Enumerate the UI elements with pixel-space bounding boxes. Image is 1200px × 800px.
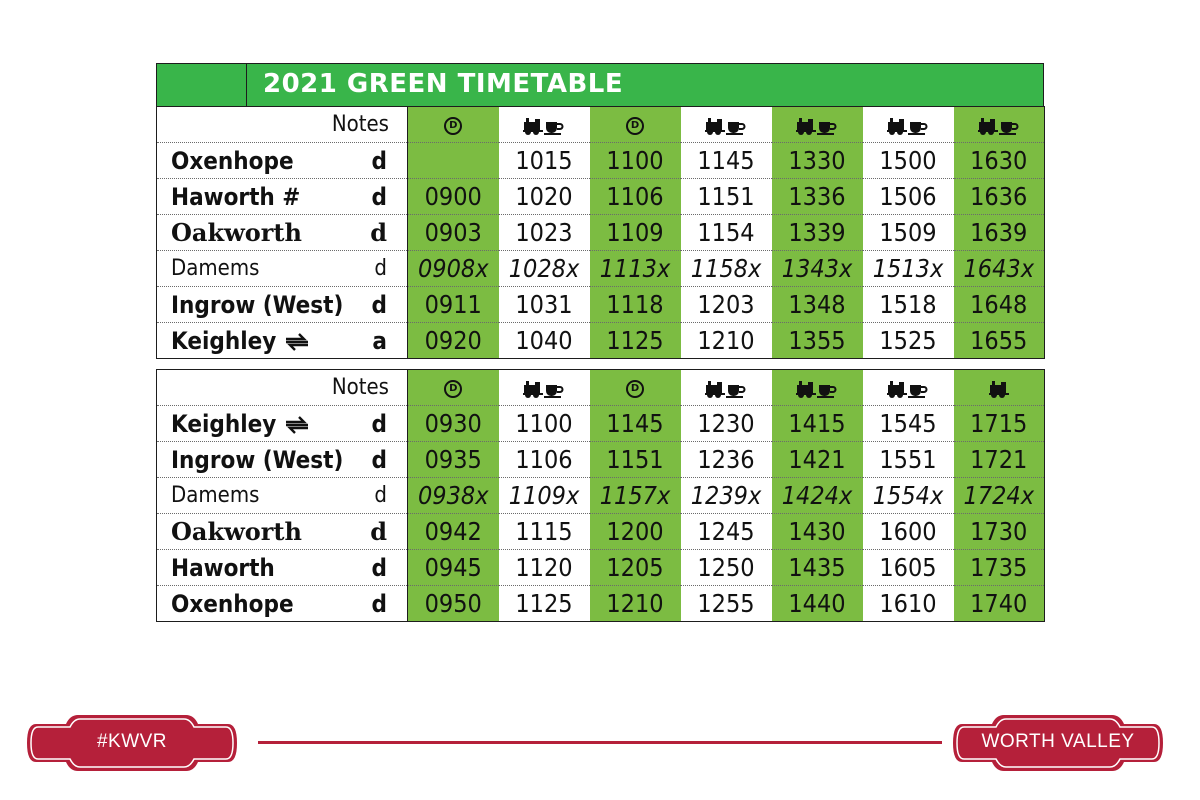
time-cell: 1648	[954, 287, 1045, 323]
time-cell: 0942	[408, 514, 499, 550]
time-cell: 1115	[499, 514, 590, 550]
return-timetable	[156, 369, 1045, 622]
time-cell: 1610	[863, 586, 954, 622]
station-name: Oxenhope	[171, 589, 294, 618]
time-cell: 1157x	[590, 478, 681, 514]
table-row	[157, 478, 1045, 514]
time-cell: 1100	[590, 143, 681, 179]
time-cell: 1020	[499, 179, 590, 215]
time-cell: 1239x	[681, 478, 772, 514]
national-rail-icon	[284, 333, 310, 351]
outbound-timetable	[156, 106, 1045, 359]
station-cell	[157, 406, 408, 442]
time-cell: 1200	[590, 514, 681, 550]
time-cell: 1109	[590, 215, 681, 251]
time-cell: 1113x	[590, 251, 681, 287]
station-cell	[157, 514, 408, 550]
arr-dep-indicator: a	[372, 326, 387, 355]
time-cell: 1551	[863, 442, 954, 478]
time-cell: 0935	[408, 442, 499, 478]
train-cafe-icon	[863, 107, 954, 143]
time-cell: 0938x	[408, 478, 499, 514]
train-cafe-icon	[863, 370, 954, 406]
footer-divider-line	[258, 741, 942, 744]
time-cell: 1205	[590, 550, 681, 586]
arr-dep-indicator: d	[371, 553, 387, 582]
station-name: Keighley	[171, 410, 310, 438]
station-name: Ingrow (West)	[171, 290, 344, 319]
time-cell: 1639	[954, 215, 1045, 251]
worth-valley-badge	[950, 712, 1166, 774]
time-cell: 1015	[499, 143, 590, 179]
time-cell: 1643x	[954, 251, 1045, 287]
time-cell: 1636	[954, 179, 1045, 215]
time-cell: 1330	[772, 143, 863, 179]
station-cell	[157, 478, 408, 514]
time-cell: 1421	[772, 442, 863, 478]
outbound-notes-row	[157, 107, 1045, 143]
train-cafe-icon	[681, 370, 772, 406]
time-cell: 1145	[590, 406, 681, 442]
time-cell: 1525	[863, 323, 954, 359]
station-name: Damems	[171, 483, 260, 508]
table-row	[157, 514, 1045, 550]
station-name: Oakworth	[171, 218, 302, 247]
time-cell: 1031	[499, 287, 590, 323]
time-cell: 1740	[954, 586, 1045, 622]
station-name: Ingrow (West)	[171, 445, 344, 474]
inbound-notes-row	[157, 370, 1045, 406]
arr-dep-indicator: d	[370, 218, 387, 247]
time-cell: 1040	[499, 323, 590, 359]
time-cell: 1125	[590, 323, 681, 359]
time-cell: 1735	[954, 550, 1045, 586]
time-cell: 1339	[772, 215, 863, 251]
arr-dep-indicator: d	[374, 483, 387, 508]
time-cell: 1655	[954, 323, 1045, 359]
time-cell: 1440	[772, 586, 863, 622]
table-row	[157, 287, 1045, 323]
worth-valley-label: WORTH VALLEY	[981, 731, 1135, 752]
time-cell: 0930	[408, 406, 499, 442]
time-cell: 1109x	[499, 478, 590, 514]
time-cell: 0920	[408, 323, 499, 359]
train-cafe-icon	[681, 107, 772, 143]
time-cell: 0903	[408, 215, 499, 251]
time-cell: 1424x	[772, 478, 863, 514]
table-row	[157, 251, 1045, 287]
train-cafe-icon	[499, 107, 590, 143]
time-cell: 1545	[863, 406, 954, 442]
notes-label: Notes	[157, 107, 408, 143]
time-cell: 1255	[681, 586, 772, 622]
station-cell	[157, 586, 408, 622]
D-icon: D	[590, 107, 681, 143]
time-cell: 0950	[408, 586, 499, 622]
train-cafe-icon	[499, 370, 590, 406]
time-cell: 1250	[681, 550, 772, 586]
table-row	[157, 143, 1045, 179]
time-cell: 1154	[681, 215, 772, 251]
station-cell	[157, 215, 408, 251]
station-cell	[157, 442, 408, 478]
time-cell: 1605	[863, 550, 954, 586]
station-cell	[157, 287, 408, 323]
station-name: Oakworth	[171, 517, 302, 546]
time-cell: 1509	[863, 215, 954, 251]
station-cell	[157, 143, 408, 179]
time-cell	[408, 143, 499, 179]
time-cell: 1721	[954, 442, 1045, 478]
time-cell: 1203	[681, 287, 772, 323]
station-cell	[157, 251, 408, 287]
D-icon: D	[408, 370, 499, 406]
time-cell: 1500	[863, 143, 954, 179]
time-cell: 1023	[499, 215, 590, 251]
station-cell	[157, 323, 408, 359]
time-cell: 1158x	[681, 251, 772, 287]
time-cell: 1600	[863, 514, 954, 550]
time-cell: 1715	[954, 406, 1045, 442]
train-cafe-icon	[772, 107, 863, 143]
time-cell: 1236	[681, 442, 772, 478]
time-cell: 0911	[408, 287, 499, 323]
arr-dep-indicator: d	[371, 445, 387, 474]
hashtag-badge	[24, 712, 240, 774]
station-name: Haworth	[171, 553, 275, 582]
hashtag-label: #KWVR	[96, 731, 168, 752]
station-name: Damems	[171, 256, 260, 281]
D-icon: D	[408, 107, 499, 143]
time-cell: 1106	[499, 442, 590, 478]
time-cell: 1554x	[863, 478, 954, 514]
table-row	[157, 586, 1045, 622]
time-cell: 1435	[772, 550, 863, 586]
time-cell: 0900	[408, 179, 499, 215]
time-cell: 1630	[954, 143, 1045, 179]
time-cell: 0908x	[408, 251, 499, 287]
station-cell	[157, 550, 408, 586]
arr-dep-indicator: d	[371, 290, 387, 319]
D-icon: D	[590, 370, 681, 406]
time-cell: 1210	[681, 323, 772, 359]
time-cell: 1151	[590, 442, 681, 478]
train-icon	[954, 370, 1045, 406]
arr-dep-indicator: d	[370, 517, 387, 546]
station-name: Keighley	[171, 327, 310, 355]
time-cell: 1343x	[772, 251, 863, 287]
station-cell	[157, 179, 408, 215]
time-cell: 1348	[772, 287, 863, 323]
arr-dep-indicator: d	[371, 182, 387, 211]
table-row	[157, 215, 1045, 251]
table-row	[157, 442, 1045, 478]
table-row	[157, 550, 1045, 586]
station-name: Oxenhope	[171, 146, 294, 175]
time-cell: 1145	[681, 143, 772, 179]
time-cell: 1355	[772, 323, 863, 359]
time-cell: 1210	[590, 586, 681, 622]
arr-dep-indicator: d	[371, 409, 387, 438]
time-cell: 1513x	[863, 251, 954, 287]
train-cafe-icon	[954, 107, 1045, 143]
time-cell: 1120	[499, 550, 590, 586]
time-cell: 1028x	[499, 251, 590, 287]
train-cafe-icon	[772, 370, 863, 406]
arr-dep-indicator: d	[371, 589, 387, 618]
time-cell: 1730	[954, 514, 1045, 550]
time-cell: 1100	[499, 406, 590, 442]
time-cell: 1125	[499, 586, 590, 622]
time-cell: 1106	[590, 179, 681, 215]
national-rail-icon	[284, 416, 310, 434]
time-cell: 1230	[681, 406, 772, 442]
arr-dep-indicator: d	[371, 146, 387, 175]
time-cell: 1506	[863, 179, 954, 215]
notes-label: Notes	[157, 370, 408, 406]
time-cell: 1151	[681, 179, 772, 215]
station-name: Haworth #	[171, 182, 301, 211]
time-cell: 1518	[863, 287, 954, 323]
time-cell: 1415	[772, 406, 863, 442]
time-cell: 0945	[408, 550, 499, 586]
time-cell: 1118	[590, 287, 681, 323]
time-cell: 1724x	[954, 478, 1045, 514]
time-cell: 1430	[772, 514, 863, 550]
arr-dep-indicator: d	[374, 256, 387, 281]
table-row	[157, 406, 1045, 442]
table-row	[157, 179, 1045, 215]
timetable-title: 2021 GREEN TIMETABLE	[263, 69, 624, 99]
time-cell: 1336	[772, 179, 863, 215]
time-cell: 1245	[681, 514, 772, 550]
timetable-title-bar	[156, 63, 1044, 107]
table-row	[157, 323, 1045, 359]
title-bar-divider	[246, 64, 247, 106]
